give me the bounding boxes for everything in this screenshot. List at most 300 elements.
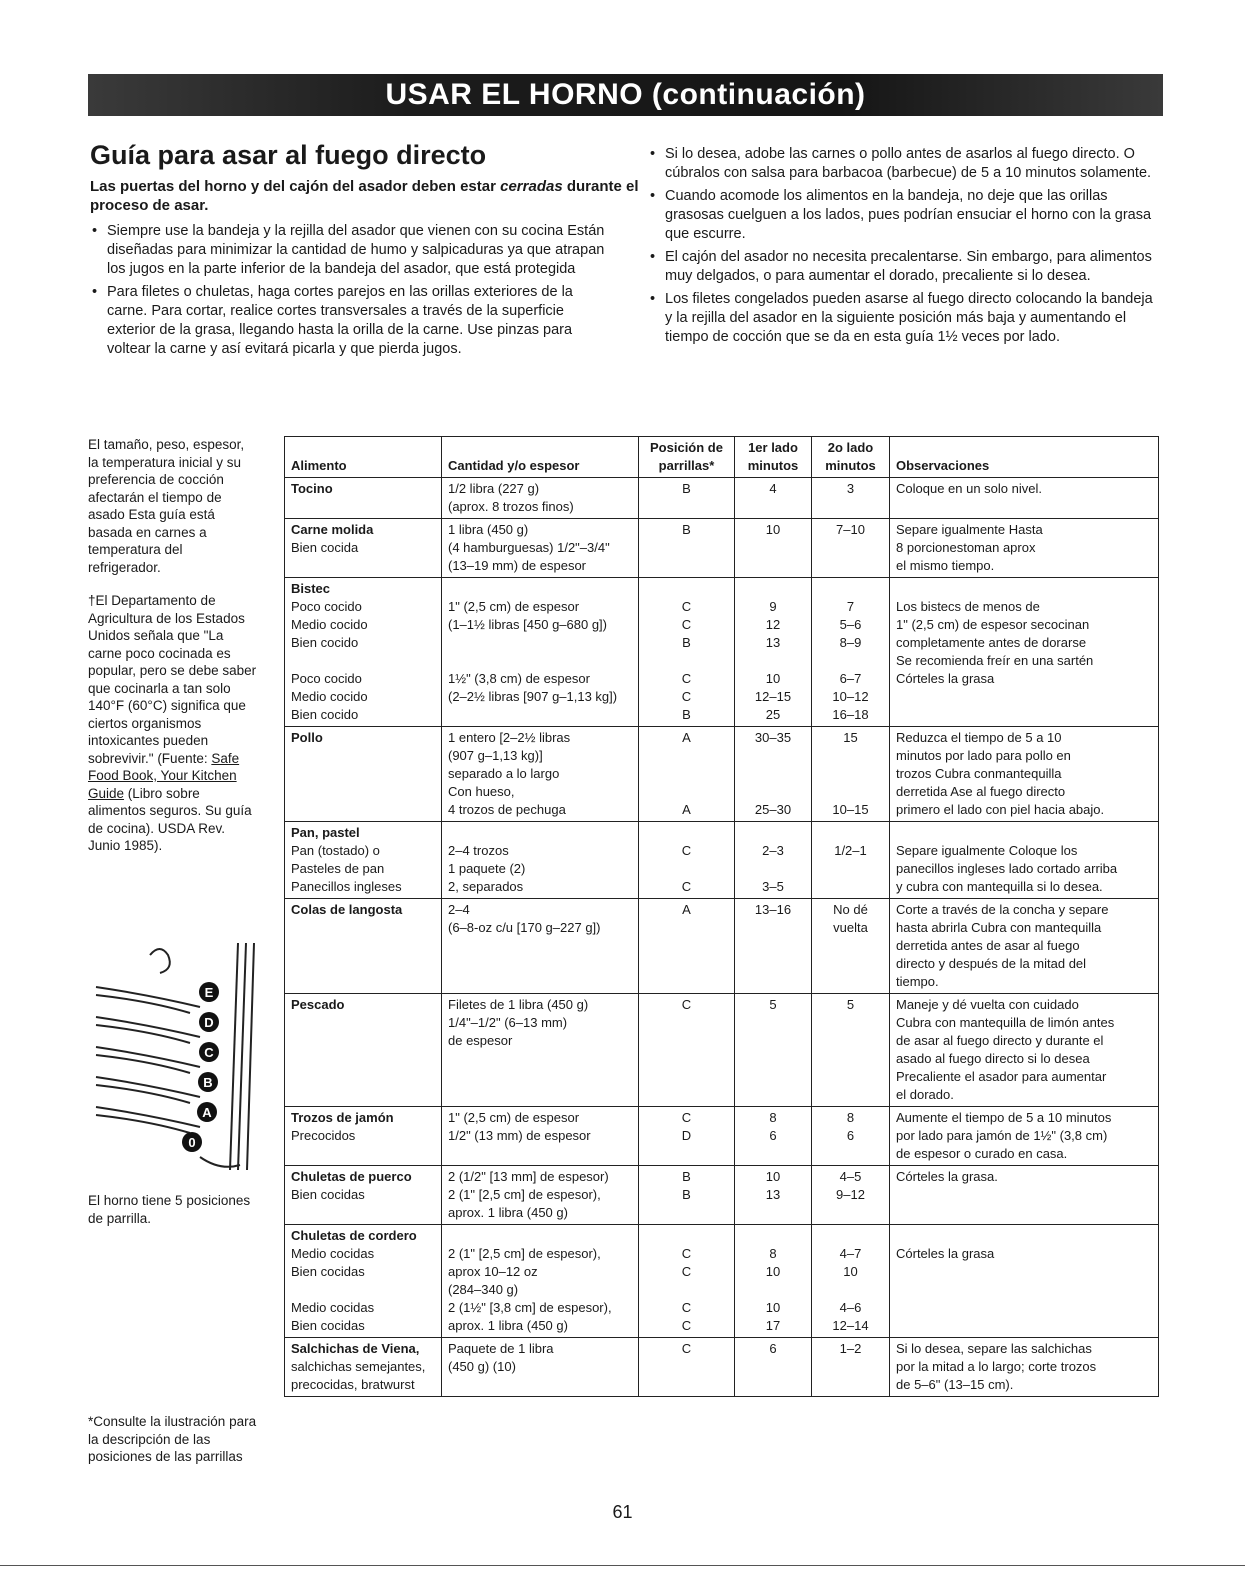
cell-rack-position-line: C (681, 1300, 692, 1315)
bullet-item: • Los filetes congelados pueden asarse al fuego directo colocando la bandeja y la rejilla del asador en la siguiente posición más baja y aumentando el tiempo de cocción que se da en esta guía 1½ veces por lado. (648, 290, 1163, 347)
cell-observations-line (896, 1227, 1152, 1245)
cell-quantity (442, 478, 639, 519)
cell-quantity-line: Con hueso, (448, 784, 515, 799)
cell-side1-line: 6 (769, 1128, 777, 1143)
cell-quantity-line: (907 g–1,13 kg)] (448, 748, 543, 763)
cell-side2 (812, 1225, 890, 1338)
cell-observations (890, 899, 1159, 994)
cell-side2-line (818, 1281, 883, 1299)
cell-rack-position-line (645, 580, 728, 598)
cell-quantity (442, 1225, 639, 1338)
cell-observations-line: trozos Cubra conmantequilla (896, 766, 1062, 781)
cell-food-line: Poco cocido (291, 599, 362, 614)
cell-food (285, 578, 442, 727)
cell-side1-line: 25–30 (754, 802, 792, 817)
cell-observations-line: Los bistecs de menos de (896, 599, 1040, 614)
cell-rack-position-line: B (682, 707, 691, 722)
cell-food-line: Colas de langosta (291, 902, 403, 917)
cell-quantity-line: Filetes de 1 libra (450 g) (448, 997, 589, 1012)
oven-rack-illustration (90, 935, 265, 1180)
cell-observations-line: minutos por lado para pollo en (896, 748, 1071, 763)
table-row (285, 1225, 1159, 1338)
cell-food-line: Pollo (291, 730, 323, 745)
cell-rack-position-line: C (681, 1318, 692, 1333)
header-rack-position: Posición de parrillas* (639, 437, 735, 478)
bullet-item: • Para filetes o chuletas, haga cortes parejos en las orillas exteriores de la carne. Para cortar, realice cortes transversales a través de la superficie exterior de la grasa, llegando hasta la orilla de la carne. Use pinzas para voltear la carne y así evitará picarla y que pierda jugos. (90, 283, 610, 359)
rack-label-d: D (204, 1015, 214, 1030)
cell-side2-line: 7 (846, 599, 855, 614)
cell-side1-line (741, 580, 805, 598)
cell-side1-line (741, 747, 805, 765)
cell-quantity (442, 578, 639, 727)
cell-side1-line (741, 1227, 805, 1245)
cell-food-line: Bien cocido (291, 635, 359, 650)
cell-quantity-line: (aprox. 8 trozos finos) (448, 499, 574, 514)
cell-side1 (735, 994, 812, 1107)
cell-side1-line (741, 824, 805, 842)
cell-quantity-line: (284–340 g) (448, 1282, 519, 1297)
cell-observations-line: Coloque en un solo nivel. (896, 481, 1042, 496)
cell-rack-position-line (645, 824, 728, 842)
table-row (285, 578, 1159, 727)
table-header-row (285, 437, 1159, 478)
cell-side1-line: 30–35 (754, 730, 792, 745)
cell-side2-line: 15 (843, 730, 858, 745)
cell-side1 (735, 1107, 812, 1166)
cell-side1-line: 13 (765, 1187, 781, 1202)
right-bullet-list (648, 145, 1163, 351)
cell-observations-line: derretida Ase al fuego directo (896, 784, 1066, 799)
cell-side1 (735, 822, 812, 899)
cell-rack-position (639, 1107, 735, 1166)
cell-quantity-line: (1–1½ libras [450 g–680 g]) (448, 617, 607, 632)
header-quantity: Cantidad y/o espesor (442, 437, 639, 478)
cell-side1-line (741, 783, 805, 801)
sidenote-cooking-factors: El tamaño, peso, espesor, la temperatura inicial y su preferencia de cocción afectarán el tiempo de asado Esta guía está basada en carnes a temperatura del refrigerador. (88, 437, 245, 575)
cell-side1-line (741, 765, 805, 783)
oven-caption: El horno tiene 5 posiciones de parrilla. (88, 1193, 251, 1226)
cell-food-line: Pescado (291, 997, 345, 1012)
cell-food (285, 1107, 442, 1166)
broiling-guide-table (284, 436, 1159, 1397)
cell-observations-line: por lado para jamón de 1½" (3,8 cm) (896, 1128, 1108, 1143)
cell-rack-position-line (645, 747, 728, 765)
cell-side2 (812, 478, 890, 519)
cell-side1 (735, 1338, 812, 1397)
cell-food-line: Precocidos (291, 1128, 356, 1143)
bullet-item: • Si lo desea, adobe las carnes o pollo antes de asarlos al fuego directo. O cúbralos con salsa para barbacoa (barbecue) de 5 a 10 minutos solamente. (648, 145, 1163, 183)
cell-food-line (291, 1281, 435, 1299)
bullet-item: • Cuando acomode los alimentos en la bandeja, no deje que las orillas grasosas cuelguen a los lados, pues podrían ensuciar el horno con la grasa que escurre. (648, 187, 1163, 244)
cell-side2-line (818, 824, 883, 842)
left-bullet-list (90, 222, 610, 363)
cell-quantity-line: aprox. 1 libra (450 g) (448, 1318, 568, 1333)
header-food: Alimento (285, 437, 442, 478)
cell-observations-line: Córteles la grasa (896, 1246, 995, 1261)
cell-rack-position-line: C (681, 843, 692, 858)
subtitle-emphasis: cerradas (500, 178, 563, 195)
cell-observations-line (896, 688, 1152, 706)
cell-side2 (812, 822, 890, 899)
page-number: 61 (612, 1502, 633, 1522)
cell-quantity-line: (4 hamburguesas) 1/2"–3/4" (448, 540, 610, 555)
cell-side1-line: 2–3 (762, 843, 784, 858)
bullet-item: • El cajón del asador no necesita precalentarse. Sin embargo, para alimentos muy delgados, o para aumentar el dorado, precaliente si lo desea. (648, 248, 1163, 286)
cell-side1-line: 13 (765, 635, 781, 650)
cell-side2-line: 16–18 (832, 707, 869, 722)
cell-side2-line (818, 747, 883, 765)
cell-food-line: Carne molida (291, 522, 374, 537)
rack-label-e: E (204, 985, 214, 1000)
cell-rack-position-line: C (681, 997, 692, 1012)
cell-quantity-line (448, 824, 632, 842)
cell-side1-line: 13–16 (754, 902, 792, 917)
cell-observations-line (896, 824, 1152, 842)
cell-rack-position (639, 478, 735, 519)
cell-food-line: Bien cocidas (291, 1264, 365, 1279)
cell-rack-position-line (645, 765, 728, 783)
cell-quantity-line: 2–4 (448, 902, 470, 917)
cell-side2 (812, 578, 890, 727)
cell-quantity-line: 1½" (3,8 cm) de espesor (448, 671, 590, 686)
cell-observations-line: 8 porcionestoman aprox (896, 540, 1036, 555)
cell-food (285, 727, 442, 822)
cell-observations-line: por la mitad a lo largo; corte trozos (896, 1359, 1097, 1374)
cell-side1-line: 25 (765, 707, 781, 722)
cell-quantity-line: (13–19 mm) de espesor (448, 558, 587, 573)
cell-rack-position-line (645, 1227, 728, 1245)
cell-quantity (442, 727, 639, 822)
cell-observations-line: hasta abrirla Cubra con mantequilla (896, 920, 1102, 935)
cell-food (285, 519, 442, 578)
cell-side2-line (818, 580, 883, 598)
cell-observations-line: primero el lado con piel hacia abajo. (896, 802, 1105, 817)
sidenote-usda (88, 592, 258, 855)
cell-quantity (442, 1338, 639, 1397)
cell-side2-line: 1–2 (839, 1341, 862, 1356)
cell-side1-line: 8 (769, 1246, 777, 1261)
cell-quantity-line: de espesor (448, 1033, 513, 1048)
cell-rack-position-line (645, 652, 728, 670)
header-side2: 2o lado minutos (812, 437, 890, 478)
cell-side1-line: 10 (765, 671, 781, 686)
cell-observations (890, 994, 1159, 1107)
rack-label-b: B (203, 1075, 213, 1090)
cell-rack-position (639, 727, 735, 822)
usda-book-title: Safe Food Book, Your Kitchen Guide (88, 750, 240, 801)
cell-food-line: Bien cocido (291, 707, 359, 722)
cell-side2-line: 5 (846, 997, 855, 1012)
section-banner (88, 74, 1163, 116)
cell-side2-line: 7–10 (836, 522, 865, 537)
cell-quantity-line: (2–2½ libras [907 g–1,13 kg]) (448, 689, 618, 704)
cell-observations-line: de 5–6" (13–15 cm). (896, 1377, 1014, 1392)
cell-quantity-line: 2, separados (448, 879, 524, 894)
cell-observations-line: Corte a través de la concha y separe (896, 902, 1109, 917)
table-row (285, 994, 1159, 1107)
cell-rack-position-line: B (682, 522, 691, 537)
cell-rack-position-line: B (682, 635, 691, 650)
cell-food (285, 994, 442, 1107)
cell-quantity (442, 519, 639, 578)
rack-label-a: A (202, 1105, 212, 1120)
cell-food-line: salchichas semejantes, (291, 1359, 426, 1374)
cell-side2-line: 1/2–1 (834, 843, 867, 858)
cell-rack-position (639, 519, 735, 578)
cell-food-line: Medio cocidas (291, 1300, 375, 1315)
cell-quantity-line: (6–8-oz c/u [170 g–227 g]) (448, 920, 601, 935)
cell-side2-line: 8–9 (839, 635, 862, 650)
cell-quantity-line: 1 libra (450 g) (448, 522, 529, 537)
cell-quantity-line (448, 580, 632, 598)
cell-side2-line (818, 1227, 883, 1245)
cell-food (285, 899, 442, 994)
cell-side1-line: 8 (769, 1110, 777, 1125)
cell-observations-line: el dorado. (896, 1087, 954, 1102)
cell-rack-position (639, 899, 735, 994)
cell-side1-line: 10 (765, 1300, 781, 1315)
cell-observations (890, 1225, 1159, 1338)
cell-side2-line: 4–7 (839, 1246, 862, 1261)
cell-food-line (291, 652, 435, 670)
cell-side1-line (741, 652, 805, 670)
cell-rack-position-line (645, 860, 728, 878)
cell-rack-position-line: C (681, 1110, 692, 1125)
cell-food-line: Medio cocido (291, 689, 368, 704)
cell-observations-line: Separe igualmente Hasta (896, 522, 1043, 537)
cell-observations (890, 1107, 1159, 1166)
cell-observations (890, 727, 1159, 822)
cell-food-line: Pan (tostado) o (291, 843, 380, 858)
cell-quantity (442, 1107, 639, 1166)
cell-food-line: Bistec (291, 581, 331, 596)
cell-side1 (735, 519, 812, 578)
cell-observations-line: y cubra con mantequilla si lo desea. (896, 879, 1103, 894)
rack-footnote: *Consulte la ilustración para la descripción de las posiciones de las parrillas (88, 1414, 257, 1464)
table-row (285, 1338, 1159, 1397)
header-observations: Observaciones (890, 437, 1159, 478)
rack-label-c: C (204, 1045, 214, 1060)
cell-observations (890, 519, 1159, 578)
banner-title: USAR EL HORNO (continuación) (385, 78, 866, 111)
bullet-item: • Siempre use la bandeja y la rejilla del asador que vienen con su cocina Están diseñadas para minimizar la cantidad de humo y salpicaduras ya que atrapan los jugos en la parte inferior de la bandeja del asador, que está protegida (90, 222, 610, 279)
cell-food (285, 478, 442, 519)
cell-food (285, 1225, 442, 1338)
cell-rack-position (639, 1338, 735, 1397)
cell-side2-line (818, 860, 883, 878)
cell-quantity-line: 1/4"–1/2" (6–13 mm) (448, 1015, 568, 1030)
cell-side1-line: 17 (765, 1318, 781, 1333)
table-row (285, 727, 1159, 822)
cell-food (285, 1166, 442, 1225)
cell-observations-line: directo y después de la mitad del (896, 956, 1087, 971)
cell-side2-line: 6–7 (839, 671, 862, 686)
page-subtitle (90, 177, 650, 215)
cell-side1-line: 12 (765, 617, 781, 632)
cell-rack-position-line: C (681, 671, 692, 686)
cell-rack-position (639, 1166, 735, 1225)
cell-quantity-line: 2 (1/2" [13 mm] de espesor) (448, 1169, 609, 1184)
table-row (285, 822, 1159, 899)
cell-observations-line: Precaliente el asador para aumentar (896, 1069, 1107, 1084)
cell-quantity-line: 2 (1½" [3,8 cm] de espesor), (448, 1300, 612, 1315)
cell-side2 (812, 727, 890, 822)
cell-side1 (735, 478, 812, 519)
cell-side2-line: 10 (843, 1264, 858, 1279)
cell-quantity-line: Paquete de 1 libra (448, 1341, 554, 1356)
bottom-rule (0, 1565, 1245, 1566)
cell-side1-line: 10 (765, 1264, 781, 1279)
cell-side2-line: 4–5 (839, 1169, 862, 1184)
cell-rack-position-line (645, 783, 728, 801)
cell-observations-line: tiempo. (896, 974, 939, 989)
cell-food-line: Medio cocidas (291, 1246, 375, 1261)
cell-quantity-line: (450 g) (10) (448, 1359, 516, 1374)
subtitle-text-a: Las puertas del horno y del cajón del asador deben estar (90, 178, 501, 195)
cell-observations-line (896, 580, 1152, 598)
cell-quantity-line: 1/2 libra (227 g) (448, 481, 540, 496)
cell-quantity-line: aprox 10–12 oz (448, 1264, 538, 1279)
cell-quantity-line: separado a lo largo (448, 766, 560, 781)
cell-observations-line: asado al fuego directo si lo desea (896, 1051, 1090, 1066)
cell-side2 (812, 519, 890, 578)
cell-quantity (442, 994, 639, 1107)
cell-rack-position (639, 822, 735, 899)
table-row (285, 1166, 1159, 1225)
cell-side1-line: 5 (769, 997, 777, 1012)
cell-observations-line: el mismo tiempo. (896, 558, 995, 573)
cell-observations (890, 1166, 1159, 1225)
cell-side2-line: 10–15 (832, 802, 869, 817)
cell-rack-position (639, 994, 735, 1107)
cell-side2-line: 4–6 (839, 1300, 862, 1315)
cell-side2 (812, 994, 890, 1107)
cell-rack-position-line: C (681, 1246, 692, 1261)
cell-rack-position-line: B (682, 1169, 691, 1184)
cell-rack-position-line (645, 1281, 728, 1299)
cell-rack-position-line: A (682, 802, 691, 817)
cell-food-line: Pan, pastel (291, 825, 360, 840)
cell-side1-line: 12–15 (754, 689, 792, 704)
cell-quantity-line: 1/2" (13 mm) de espesor (448, 1128, 591, 1143)
cell-observations (890, 478, 1159, 519)
cell-quantity-line (448, 634, 632, 652)
usda-text-b: (Libro sobre alimentos seguros. Su guía de cocina). USDA Rev. Junio 1985). (88, 785, 252, 853)
cell-side1 (735, 899, 812, 994)
cell-side1-line (741, 860, 805, 878)
table-row (285, 519, 1159, 578)
cell-rack-position-line: C (681, 599, 692, 614)
cell-side2-line: 5–6 (839, 617, 862, 632)
cell-observations (890, 822, 1159, 899)
cell-food (285, 822, 442, 899)
cell-side2-line (818, 783, 883, 801)
cell-quantity-line: 1" (2,5 cm) de espesor (448, 599, 580, 614)
cell-food-line: Bien cocida (291, 540, 359, 555)
cell-food-line: Poco cocido (291, 671, 362, 686)
cell-food-line: Chuletas de cordero (291, 1228, 417, 1243)
cell-rack-position (639, 1225, 735, 1338)
cell-observations-line: Cubra con mantequilla de limón antes (896, 1015, 1115, 1030)
cell-side2-line: 10–12 (832, 689, 869, 704)
cell-rack-position-line: D (681, 1128, 692, 1143)
cell-side2 (812, 899, 890, 994)
cell-food-line: Bien cocidas (291, 1187, 365, 1202)
subtitle-text-b: durante el proceso de asar. (90, 178, 639, 214)
cell-quantity-line: 1 paquete (2) (448, 861, 526, 876)
cell-side2-line: 3 (846, 481, 855, 496)
cell-observations-line: Reduzca el tiempo de 5 a 10 (896, 730, 1062, 745)
cell-quantity-line: 2 (1" [2,5 cm] de espesor), (448, 1246, 601, 1261)
cell-rack-position-line: C (681, 689, 692, 704)
cell-observations-line: Aumente el tiempo de 5 a 10 minutos (896, 1110, 1112, 1125)
cell-side2-line: 12–14 (832, 1318, 869, 1333)
cell-food-line: Pasteles de pan (291, 861, 385, 876)
cell-rack-position-line: A (682, 902, 691, 917)
cell-side1 (735, 578, 812, 727)
cell-quantity (442, 899, 639, 994)
cell-observations-line: panecillos ingleses lado cortado arriba (896, 861, 1118, 876)
cell-food-line: Chuletas de puerco (291, 1169, 412, 1184)
cell-observations (890, 1338, 1159, 1397)
cell-rack-position-line: C (681, 1341, 692, 1356)
cell-observations-line: Córteles la grasa (896, 671, 995, 686)
cell-observations-line: completamente antes de dorarse (896, 635, 1087, 650)
cell-food (285, 1338, 442, 1397)
cell-observations (890, 578, 1159, 727)
cell-rack-position (639, 578, 735, 727)
cell-side2-line: 6 (846, 1128, 855, 1143)
cell-food-line: precocidas, bratwurst (291, 1377, 415, 1392)
cell-food-line: Bien cocidas (291, 1318, 365, 1333)
cell-rack-position-line: C (681, 879, 692, 894)
cell-quantity-line (448, 706, 632, 724)
cell-rack-position-line: C (681, 617, 692, 632)
cell-food-line: Panecillos ingleses (291, 879, 402, 894)
cell-observations-line: de asar al fuego directo y durante el (896, 1033, 1104, 1048)
cell-food-line: Medio cocido (291, 617, 368, 632)
cell-side1-line: 10 (765, 1169, 781, 1184)
cell-quantity-line: aprox. 1 libra (450 g) (448, 1205, 568, 1220)
cell-observations-line: 1" (2,5 cm) de espesor secocinan (896, 617, 1090, 632)
cell-observations-line (896, 706, 1152, 724)
cell-side2-line: 8 (846, 1110, 855, 1125)
usda-text-a: †El Departamento de Agricultura de los Estados Unidos señala que "La carne poco cocinada es popular, pero se debe saber que cocinarla a tan solo 140°F (60°C) significa que ciertos organismos intoxicantes pueden sobrevivir." (Fuente: (88, 593, 257, 766)
cell-side1 (735, 1166, 812, 1225)
cell-observations-line: Se recomienda freír en una sartén (896, 653, 1094, 668)
cell-quantity-line: 1 entero [2–2½ libras (448, 730, 571, 745)
cell-side2-line: vuelta (833, 920, 868, 935)
cell-side2 (812, 1338, 890, 1397)
cell-rack-position-line: B (682, 1187, 691, 1202)
cell-side1-line: 6 (769, 1341, 777, 1356)
cell-side2-line (818, 652, 883, 670)
cell-side1-line (741, 1281, 805, 1299)
table-row (285, 478, 1159, 519)
cell-observations-line: Separe igualmente Coloque los (896, 843, 1078, 858)
header-side1: 1er lado minutos (735, 437, 812, 478)
cell-food-line: Trozos de jamón (291, 1110, 394, 1125)
cell-observations-line: derretida antes de asar al fuego (896, 938, 1080, 953)
cell-side2-line: 9–12 (836, 1187, 865, 1202)
cell-food-line: Salchichas de Viena, (291, 1341, 420, 1356)
cell-side1-line: 10 (765, 522, 781, 537)
cell-rack-position-line: B (682, 481, 691, 496)
cell-quantity-line (448, 1227, 632, 1245)
cell-side2-line (818, 765, 883, 783)
cell-side1 (735, 1225, 812, 1338)
cell-quantity-line: 4 trozos de pechuga (448, 802, 566, 817)
